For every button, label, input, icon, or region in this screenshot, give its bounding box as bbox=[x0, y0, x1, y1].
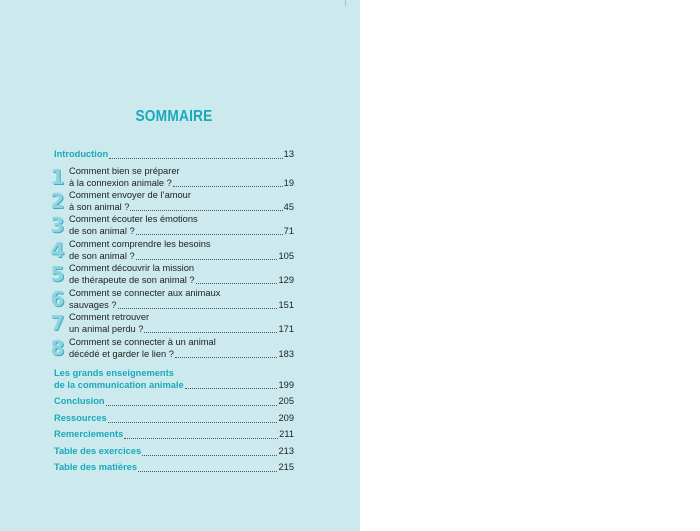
chapter-title-line1: Comment envoyer de l’amour bbox=[69, 190, 191, 200]
toc-entry-page: 199 bbox=[278, 379, 294, 390]
chapter-page: 45 bbox=[283, 202, 294, 212]
toc-entry-page: 205 bbox=[278, 396, 294, 406]
toc-chapter-3[interactable] bbox=[50, 213, 294, 237]
chapter-title-line2: décédé et garder le lien ? bbox=[69, 349, 174, 359]
leader-dots bbox=[142, 455, 277, 456]
chapter-number: 3 bbox=[50, 213, 65, 237]
chapter-title-line1: Comment retrouver bbox=[69, 312, 150, 322]
toc-entry-label-line1: Les grands enseignements bbox=[54, 368, 174, 378]
chapter-title-line1: Comment écouter les émotions bbox=[69, 214, 198, 224]
toc-entry-table-exercices[interactable] bbox=[54, 446, 294, 458]
chapter-number: 2 bbox=[50, 189, 65, 213]
chapter-number: 6 bbox=[50, 287, 65, 311]
chapter-title-line2: de son animal ? bbox=[69, 251, 135, 261]
chapter-title-line1: Comment découvrir la mission bbox=[69, 263, 195, 273]
chapter-page: 19 bbox=[283, 178, 294, 188]
leader-dots bbox=[118, 308, 278, 309]
leader-dots bbox=[185, 388, 278, 389]
chapter-title-line1: Comment se connecter à un animal bbox=[69, 337, 216, 347]
toc-title: SOMMAIRE bbox=[135, 108, 213, 125]
chapter-title-line2: de thérapeute de son animal ? bbox=[69, 275, 195, 285]
toc-entry-label: Remerciements bbox=[54, 429, 124, 439]
chapter-page: 171 bbox=[278, 324, 294, 334]
toc-chapter-2[interactable] bbox=[50, 189, 294, 213]
leader-dots bbox=[109, 158, 282, 159]
leader-dots bbox=[130, 210, 282, 211]
chapter-number: 8 bbox=[50, 336, 65, 360]
leader-dots bbox=[196, 283, 278, 284]
toc-entry-table-matieres[interactable] bbox=[54, 462, 294, 474]
toc-chapter-7[interactable] bbox=[50, 311, 294, 335]
chapter-title-line2: à son animal ? bbox=[69, 202, 130, 212]
chapter-title-line2: sauvages ? bbox=[69, 300, 117, 310]
chapter-title-line1: Comment bien se préparer bbox=[69, 166, 180, 176]
toc-entry-enseignements[interactable] bbox=[54, 368, 294, 391]
toc-chapter-6[interactable] bbox=[50, 287, 294, 311]
toc-entry-page: 13 bbox=[283, 149, 294, 159]
toc-entry-ressources[interactable] bbox=[54, 413, 294, 425]
page-fold-mark bbox=[345, 0, 346, 6]
leader-dots bbox=[136, 234, 283, 235]
toc-entry-label: Table des matières bbox=[54, 462, 138, 472]
chapter-title-line2: à la connexion animale ? bbox=[69, 178, 172, 188]
chapter-title-line1: Comment comprendre les besoins bbox=[69, 239, 211, 249]
chapter-page: 183 bbox=[278, 349, 294, 359]
chapter-number: 7 bbox=[50, 311, 65, 335]
chapter-title-line2: de son animal ? bbox=[69, 226, 135, 236]
chapter-page: 71 bbox=[283, 226, 294, 236]
leader-dots bbox=[144, 332, 277, 333]
chapter-page: 151 bbox=[278, 300, 294, 310]
toc-entry-label: Ressources bbox=[54, 413, 107, 423]
leader-dots bbox=[173, 186, 283, 187]
toc-chapter-1[interactable] bbox=[50, 165, 294, 189]
leader-dots bbox=[175, 357, 278, 358]
chapter-number: 4 bbox=[50, 238, 65, 262]
toc-entry-introduction[interactable] bbox=[54, 149, 294, 161]
toc-entry-page: 209 bbox=[278, 413, 294, 423]
toc-entry-label-line2: de la communication animale bbox=[54, 379, 184, 390]
toc-entry-page: 215 bbox=[278, 462, 294, 472]
leader-dots bbox=[124, 438, 278, 439]
toc-entry-conclusion[interactable] bbox=[54, 396, 294, 408]
toc-chapter-5[interactable] bbox=[50, 262, 294, 286]
toc-chapter-8[interactable] bbox=[50, 336, 294, 360]
chapter-number: 5 bbox=[50, 262, 65, 286]
chapter-title-line1: Comment se connecter aux animaux bbox=[69, 288, 221, 298]
leader-dots bbox=[136, 259, 278, 260]
chapter-title-line2: un animal perdu ? bbox=[69, 324, 144, 334]
toc-chapter-4[interactable] bbox=[50, 238, 294, 262]
toc-entry-page: 213 bbox=[278, 446, 294, 456]
toc-entry-page: 211 bbox=[279, 429, 294, 439]
toc-entry-remerciements[interactable] bbox=[54, 429, 294, 441]
leader-dots bbox=[108, 422, 278, 423]
toc-entry-label: Table des exercices bbox=[54, 446, 142, 456]
chapter-page: 129 bbox=[278, 275, 294, 285]
toc-entry-label: Conclusion bbox=[54, 396, 105, 406]
leader-dots bbox=[106, 405, 278, 406]
chapter-page: 105 bbox=[278, 251, 294, 261]
chapter-number: 1 bbox=[50, 165, 65, 189]
toc-entry-label: Introduction bbox=[54, 149, 109, 159]
leader-dots bbox=[138, 471, 277, 472]
